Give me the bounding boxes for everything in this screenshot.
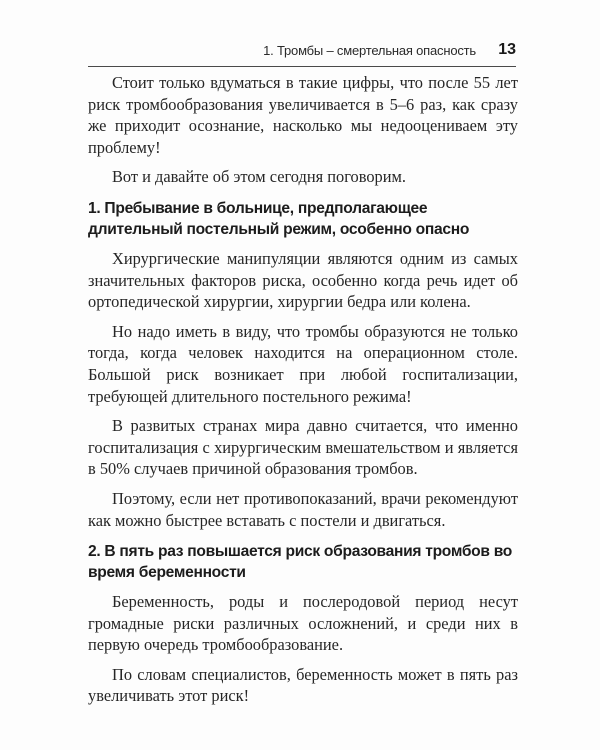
running-title: 1. Тромбы – смертельная опасность (263, 43, 476, 58)
section-heading: 2. В пять раз повышается риск образования тромбов во время беременности (88, 543, 513, 582)
paragraph: По словам специалистов, беременность может в пять раз увеличивать этот риск! (88, 664, 518, 706)
paragraph: Поэтому, если нет противопоказаний, врачи рекомендуют как можно быстрее вставать с постели и двигаться. (88, 488, 518, 530)
paragraph: Беременность, роды и послеродовой период несут громадные риски различных осложнений, и среди них в первую очередь тромбообразование. (88, 592, 518, 655)
page-body (88, 72, 518, 715)
paragraph: Но надо иметь в виду, что тромбы образуются не только тогда, когда человек находится на операционном столе. Большой риск возникает при любой госпитализации, требующей длительного постельного режима! (88, 321, 518, 406)
paragraph: Стоит только вдуматься в такие цифры, что после 55 лет риск тромбообразования увеличивается в 5–6 раз, как сразу же приходит осознание, насколько мы недооцениваем эту проблему! (88, 73, 518, 157)
paragraph: Хирургические манипуляции являются одним из самых значительных факторов риска, особенно когда речь идет об ортопедической хирургии, хирургии бедра или колена. (88, 248, 518, 312)
section-heading: 1. Пребывание в больнице, предполагающее длительный постельный режим, особенно опасно (88, 199, 470, 238)
running-header (88, 40, 516, 67)
page-number: 13 (498, 41, 516, 58)
paragraph: Вот и давайте об этом сегодня поговорим. (112, 167, 406, 187)
paragraph: В развитых странах мира давно считается, что именно госпитализация с хирургическим вмешательством и является в 50% случаев причиной образования тромбов. (88, 416, 518, 479)
